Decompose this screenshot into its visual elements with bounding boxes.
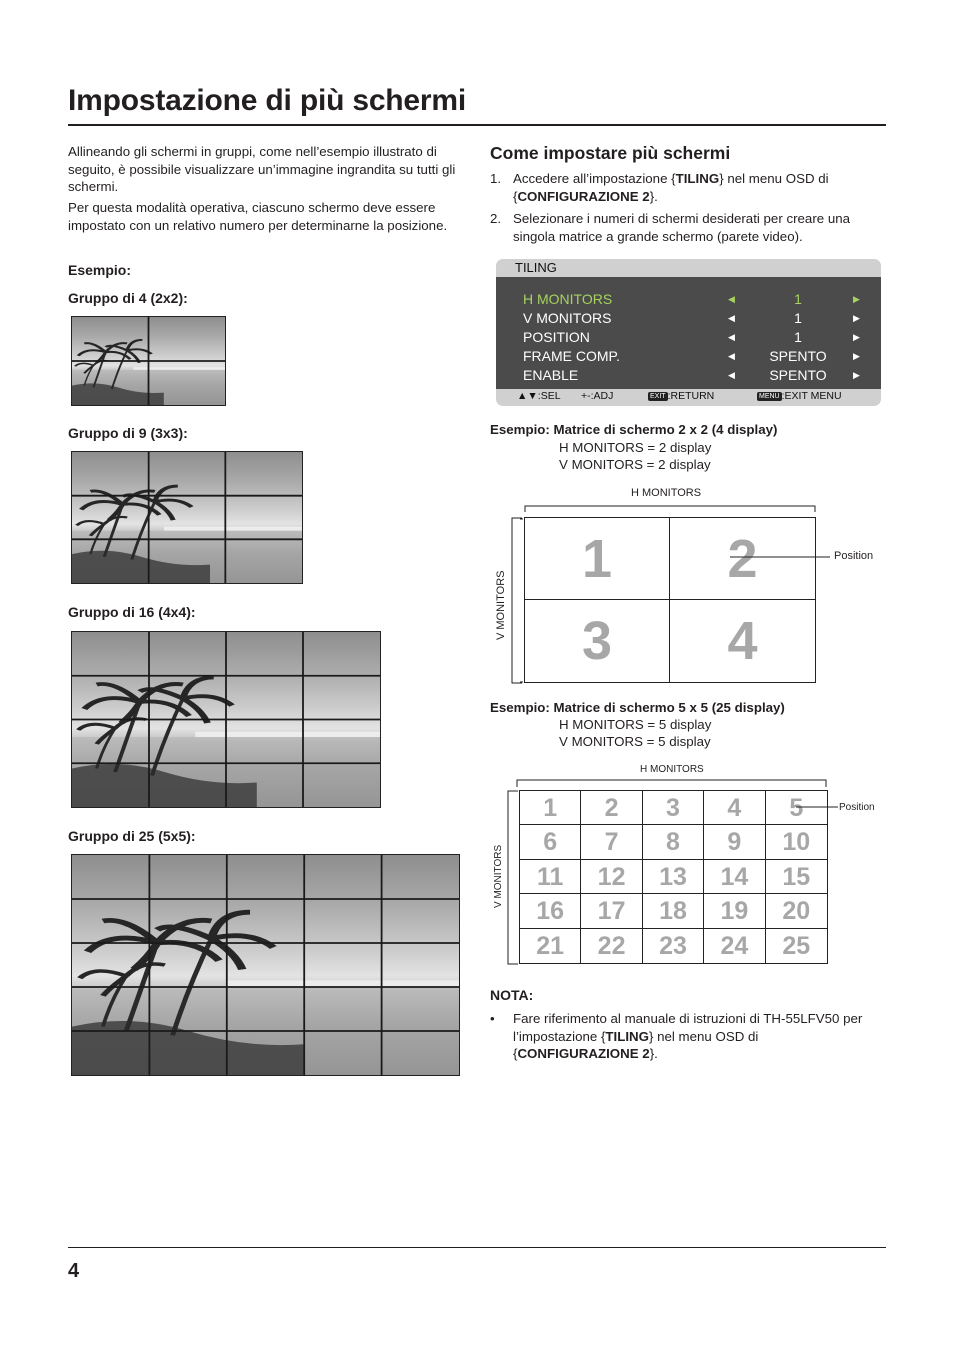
note-heading: NOTA: — [490, 987, 534, 1003]
osd-hint-return: EXIT :RETURN — [650, 390, 715, 402]
example1-v-line: V MONITORS = 2 display — [559, 457, 711, 472]
example2-h-bracket — [515, 777, 830, 789]
arrow-left-icon: ◀ — [728, 351, 735, 361]
example2-h-line: H MONITORS = 5 display — [559, 717, 712, 732]
section-heading: Come impostare più schermi — [490, 143, 731, 163]
matrix-cell: 6 — [520, 825, 581, 859]
group-label-4x4: Gruppo di 16 (4x4): — [68, 604, 196, 620]
menu-key-icon: MENU — [759, 393, 780, 400]
osd-tiling-menu — [496, 259, 881, 406]
step-1 — [490, 170, 885, 206]
matrix-cell: 15 — [766, 860, 827, 894]
matrix-cell: 18 — [643, 894, 704, 928]
photo-grid-5x5 — [71, 854, 460, 1076]
matrix-cell: 4 — [727, 611, 758, 671]
osd-row-h-monitors[interactable]: H MONITORS ◀ 1 ▶ — [523, 291, 860, 307]
example1-position-label: Position — [834, 550, 874, 562]
photo-grid-3x3 — [71, 451, 303, 584]
example1-matrix — [524, 517, 816, 683]
osd-row-frame-comp[interactable]: FRAME COMP. ◀ SPENTO ▶ — [523, 348, 860, 364]
matrix-cell: 22 — [581, 929, 642, 963]
matrix-cell: 9 — [704, 825, 765, 859]
grid-lines — [72, 855, 459, 1075]
arrow-left-icon: ◀ — [728, 294, 735, 304]
photo-grid-4x4 — [71, 631, 381, 808]
arrow-right-icon: ▶ — [853, 351, 860, 361]
example1-v-bracket — [510, 517, 524, 685]
exit-key-icon: EXIT — [650, 393, 666, 400]
title-rule — [68, 124, 886, 126]
example2-position-leader — [796, 800, 840, 814]
matrix-cell: 12 — [581, 860, 642, 894]
osd-row-v-monitors[interactable]: V MONITORS ◀ 1 ▶ — [523, 310, 860, 326]
note-text: Fare riferimento al manuale di istruzioni di TH-55LFV50 per l’impostazione {TILING} nel menu OSD di {CONFIGURAZIONE 2}. — [513, 1011, 863, 1061]
example1-v-axis-label: V MONITORS — [495, 570, 507, 640]
matrix-cell: 17 — [581, 894, 642, 928]
osd-header: TILING — [515, 260, 557, 275]
arrow-right-icon: ▶ — [853, 313, 860, 323]
example2-matrix — [519, 790, 828, 964]
example-label: Esempio: — [68, 262, 132, 278]
example1-h-line: H MONITORS = 2 display — [559, 440, 712, 455]
matrix-cell: 1 — [525, 518, 670, 600]
matrix-cell: 7 — [581, 825, 642, 859]
arrow-right-icon: ▶ — [853, 370, 860, 380]
example2-v-line: V MONITORS = 5 display — [559, 734, 711, 749]
matrix-cell: 3 — [643, 791, 704, 825]
osd-hint-adj: +-:ADJ — [581, 390, 614, 402]
example2-h-axis-label: H MONITORS — [640, 764, 704, 775]
group-label-3x3: Gruppo di 9 (3x3): — [68, 425, 188, 441]
grid-lines — [72, 452, 302, 583]
group-label-5x5: Gruppo di 25 (5x5): — [68, 828, 196, 844]
matrix-cell: 14 — [704, 860, 765, 894]
arrow-left-icon: ◀ — [728, 370, 735, 380]
matrix-cell: 20 — [766, 894, 827, 928]
grid-lines — [72, 317, 225, 405]
group-label-2x2: Gruppo di 4 (2x2): — [68, 290, 188, 306]
example2-position-label: Position — [839, 802, 875, 813]
osd-row-position[interactable]: POSITION ◀ 1 ▶ — [523, 329, 860, 345]
example2-title: Esempio: Matrice di schermo 5 x 5 (25 display) — [490, 700, 785, 715]
osd-panel — [496, 277, 881, 389]
matrix-cell: 16 — [520, 894, 581, 928]
example1-position-leader — [730, 548, 834, 568]
arrow-right-icon: ▶ — [853, 294, 860, 304]
step-2 — [490, 210, 885, 246]
matrix-cell: 4 — [704, 791, 765, 825]
step-number: 2. — [490, 211, 502, 226]
osd-row-enable[interactable]: ENABLE ◀ SPENTO ▶ — [523, 367, 860, 383]
example1-title: Esempio: Matrice di schermo 2 x 2 (4 display) — [490, 422, 778, 437]
matrix-cell: 2 — [670, 518, 815, 600]
matrix-cell: 25 — [782, 931, 811, 960]
arrow-left-icon: ◀ — [728, 332, 735, 342]
page-number: 4 — [68, 1260, 80, 1282]
step-text: Selezionare i numeri di schermi desiderati per creare una singola matrice a grande schermo (parete video). — [513, 211, 851, 244]
note-bullet: • — [490, 1011, 495, 1026]
arrow-left-icon: ◀ — [728, 313, 735, 323]
step-number: 1. — [490, 171, 502, 186]
intro-paragraph-2: Per questa modalità operativa, ciascuno schermo deve essere impostato con un relativo numero per determinarne la posizione. — [68, 200, 448, 233]
example2-v-axis-label: V MONITORS — [493, 844, 504, 908]
intro-paragraph-1: Allineando gli schermi in gruppi, come nell’esempio illustrato di seguito, è possibile visualizzare un’immagine ingrandita su tutti gli schermi. — [68, 144, 456, 194]
matrix-cell: 10 — [766, 825, 827, 859]
matrix-cell: 2 — [581, 791, 642, 825]
page-title: Impostazione di più schermi — [68, 84, 467, 117]
photo-grid-2x2 — [71, 316, 226, 406]
matrix-cell: 5 — [766, 791, 827, 825]
matrix-cell: 3 — [525, 600, 670, 682]
arrow-right-icon: ▶ — [853, 332, 860, 342]
matrix-cell: 19 — [704, 894, 765, 928]
osd-hint-sel: ▲▼:SEL — [517, 390, 561, 402]
matrix-cell: 8 — [643, 825, 704, 859]
matrix-cell: 24 — [704, 929, 765, 963]
footer-rule — [68, 1247, 886, 1248]
osd-hint-exit-menu: MENU :EXIT MENU — [759, 390, 842, 402]
matrix-cell: 13 — [643, 860, 704, 894]
example2-v-bracket — [506, 790, 520, 966]
matrix-cell: 21 — [520, 929, 581, 963]
step-text: Accedere all’impostazione {TILING} nel menu OSD di {CONFIGURAZIONE 2}. — [513, 171, 829, 204]
matrix-cell: 11 — [520, 860, 581, 894]
example1-h-axis-label: H MONITORS — [631, 487, 702, 499]
matrix-cell: 23 — [643, 929, 704, 963]
matrix-cell: 1 — [520, 791, 581, 825]
grid-lines — [72, 632, 380, 807]
